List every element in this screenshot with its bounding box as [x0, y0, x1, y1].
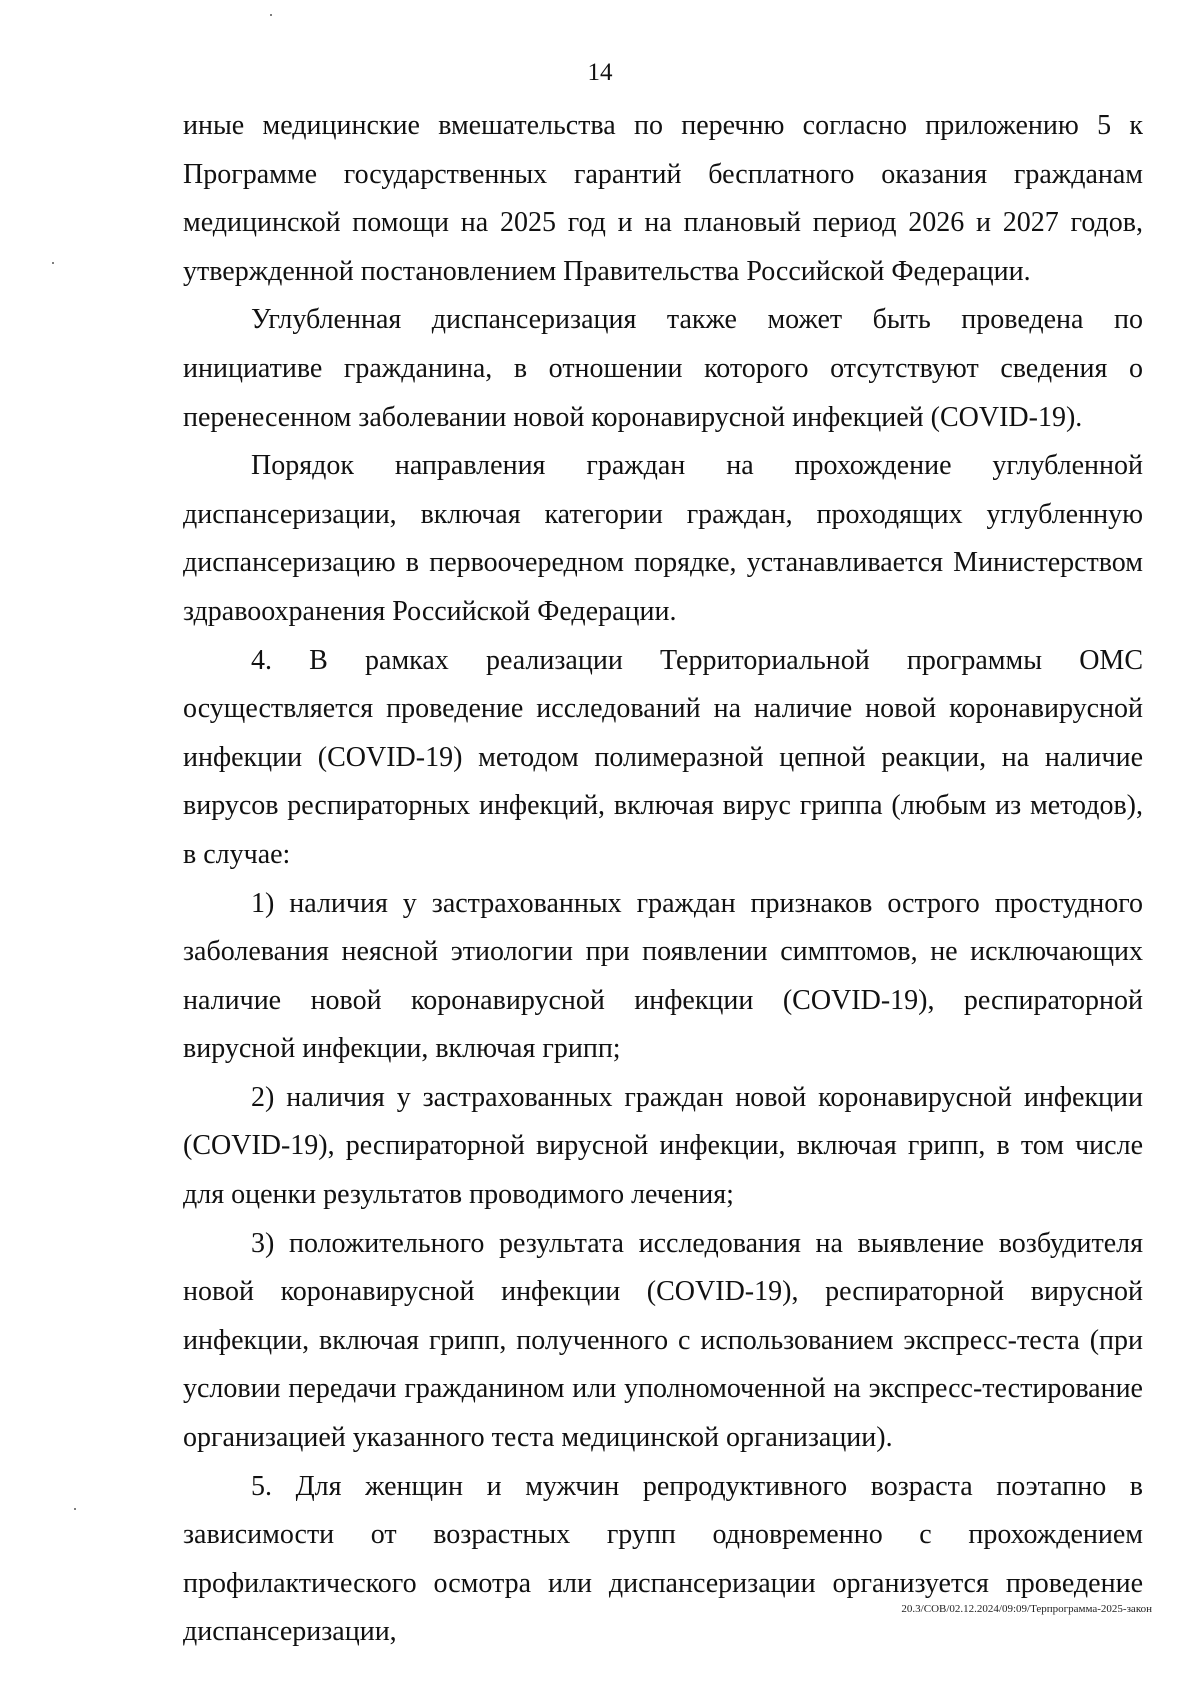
document-body	[183, 102, 1143, 1657]
paragraph-subitem-2: 2) наличия у застрахованных граждан новой коронавирусной инфекции (COVID-19), респираторной вирусной инфекции, включая грипп, в том числе для оценки результатов проводимого лечения;	[183, 1081, 1143, 1211]
page-number: 14	[587, 59, 613, 86]
paragraph-2: Углубленная диспансеризация также может быть проведена по инициативе гражданина, в отношении которого отсутствуют сведения о перенесенном заболевании новой коронавирусной инфекцией (COVID-19).	[183, 304, 1143, 433]
document-footer-code: 20.3/СОВ/02.12.2024/09:09/Терпрограмма-2025-закон	[901, 1603, 1152, 1615]
scan-speck	[270, 14, 272, 16]
scan-speck	[74, 1508, 76, 1510]
scan-speck	[52, 262, 54, 264]
paragraph-1: иные медицинские вмешательства по перечню согласно приложению 5 к Программе государственных гарантий бесплатного оказания гражданам медицинской помощи на 2025 год и на плановый период 2026 и 2027 годов, утвержденной постановлением Правительства Российской Федерации.	[183, 110, 1143, 287]
paragraph-subitem-3: 3) положительного результата исследования на выявление возбудителя новой коронавирусной инфекции (COVID-19), респираторной вирусной инфекции, включая грипп, полученного с использованием экспресс-теста (при условии передачи гражданином или уполномоченной на экспресс-тестирование организацией указанного теста медицинской организации).	[183, 1227, 1143, 1454]
paragraph-item-4: 4. В рамках реализации Территориальной программы ОМС осуществляется проведение исследований на наличие новой коронавирусной инфекции (COVID-19) методом полимеразной цепной реакции, на наличие вирусов респираторных инфекций, включая вирус гриппа (любым из методов), в случае:	[183, 644, 1143, 870]
paragraph-3: Порядок направления граждан на прохождение углубленной диспансеризации, включая категории граждан, проходящих углубленную диспансеризацию в первоочередном порядке, устанавливается Министерством здравоохранения Российской Федерации.	[183, 450, 1143, 627]
paragraph-subitem-1: 1) наличия у застрахованных граждан признаков острого простудного заболевания неясной этиологии при появлении симптомов, не исключающих наличие новой коронавирусной инфекции (COVID-19), респираторной вирусной инфекции, включая грипп;	[183, 887, 1143, 1065]
paragraph-item-5: 5. Для женщин и мужчин репродуктивного возраста поэтапно в зависимости от возрастных групп одновременно с прохождением профилактического осмотра или диспансеризации организуется проведение диспансеризации,	[183, 1470, 1143, 1648]
